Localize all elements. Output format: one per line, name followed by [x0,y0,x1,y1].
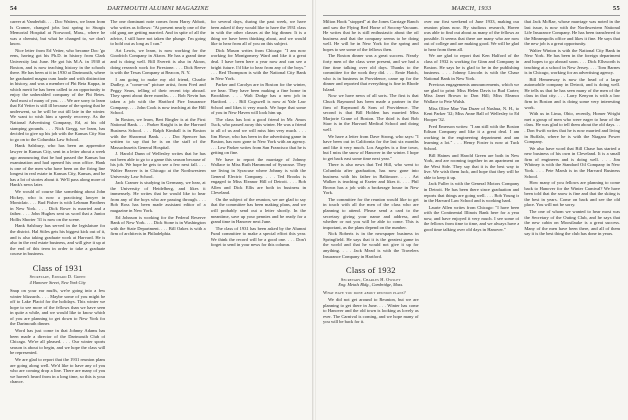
class-1932-heading: Class of 1932 [345,265,396,276]
paragraph: Jack Cramer is studying in Germany, we hear, at the University of Heidelberg, and likes it immensely. He writes that he would like to hear from any of the boys who are passing through. . . . Bob Ross has been made assistant editor of a magazine in New York. [110,180,206,213]
paragraph: The class has lost a good friend in Mr. Amos Tuck, who passed away this winter. He was a friend to all of us and we will miss him very much. . . . Jim Howe, who has been in the advertising game in Boston, has now gone to New York with an agency. . . . Lew Parker writes from San Francisco that he is getting on fine. [210,116,306,156]
paragraph: The class of 1931 has been asked by the Alumni Fund committee to make a special effort this year. We think the record will be a good one. . . . Don't forget to send in your news for this column. [210,225,306,248]
left-running-head: DARTMOUTH ALUMNI MAGAZINE [107,5,209,12]
paragraph: Jack Fuller is with the General Motors Company in Detroit. He has been there since graduation and reports that things are going well. . . . Bob Young is in the Harvard Law School and is working hard. [423,181,520,204]
paragraph: Bill Hemenway is now the head of a large automobile company in Detroit, and is doing well. He tells us that he has seen many of the men of the class in that city. . . . Larry Kenyon is with a law firm in Boston and is doing some very interesting work. [524,76,620,110]
paragraph: The committee for the reunion would like to get in touch with all the men of the class who are planning to attend. Please send a card to the secretary giving your name and address, and whether or not you will be able to come. This is important, as the plans depend on the number. [323,196,419,230]
class-1931-heading: Class of 1931 [32,262,83,273]
paragraph: Hank Salsbury has served in the legislature for the district. Hal Stiles gets his biggest kick out of it, and is also taking graduate work at Harvard. He is also in the real estate business, and will give it up at the end of this term in order to take a graduate course in business. [10,223,106,257]
paragraph: We also have word that Bill Chase has started a new business of his own in Cleveland. It is a small firm of engineers and is doing well. . . . Jim Whitney is with the Standard Oil Company in New York. . . . Pete Marsh is in the Harvard Business School. [524,145,620,179]
paragraph: We are glad to report that the 1931 reunion plans are going along well. We'd like to have any of you who are coming drop a line. There are many of you we haven't heard from in a long time, so this is your chance. [10,356,106,385]
paragraph: Previous engagements announcements, which we are glad to print: Miss Helen Davis to Bud Carter; Miss Janet Brown to Don Hill; Miss Eleanor Wallace to Pete Walsh. [423,82,520,105]
right-column-2 [424,19,520,420]
paragraph: career at Vanderbilt. . . . Doc Watters, we learn from Is Cramer, changed jobs last spring to Sturgis Memorial Hospital at Norwood, Mass., where he was a chemist, but what he changed to, we don't know. [10,19,106,47]
paragraph: We have a letter from Dave Strong, who says: "I have been out in California for the last six months and like it very much. Los Angeles is a fine town, but I miss the snow of Hanover in the winter. I hope to get back east some time next year." [323,133,419,161]
paragraph: What have you done about reunion plans? [323,290,406,296]
left-page-header [10,5,306,16]
paragraph: There is also news that Ted Hill, who went to Columbia after graduation, has now gone into business with his father in Baltimore. . . . Art Walker is teaching at Exeter and likes it. . . . Phil Brown has a job with a brokerage house in New York. [323,162,419,196]
right-column-3 [524,19,620,420]
paragraph: Fred Emerson writes: "I am still with the Boston Edison Company and like it a great deal. I am working in the engineering department and am learning a lot." . . . Henry Foster is now at Tuck School. [423,123,520,151]
paragraph: I am going to make my old friend, Charlie Dudley, a "come-on" picture artist, from Fred and Peggy Sears, telling of their recent trip abroad. They spent about three months. . . . Bob Nevin has taken a job with the Hartford Fire Insurance Company. . . . John Cook is now teaching at the Hill School. [110,76,206,116]
paragraph: Ed Johnson is working for the Federal Reserve Bank of New York. . . . Dick Stone is in Washington with the State Department. . . . Bill Oakes is with a firm of architects in Philadelphia. [110,214,206,237]
right-running-head: MARCH, 1933 [451,5,492,12]
paragraph: Hank Salsbury, who has been an apprentice lawyer in Kansas City, sent in a letter about a week ago announcing that he had passed the Kansas bar examination and had opened his own office. Hank is one of the men who have been on the firing line longest in real estate in Kansas City, Kansas, and he has a lot of stories about it. We'll pass along more of Hank's news later. [10,143,106,188]
paragraph: that Jack McRae, whose marriage was noted in the last issue, is now with the Northwestern National Life Insurance Company. He has been transferred to the Minneapolis office and likes it fine. He says that the new job is a great opportunity. [524,19,620,47]
paragraph: over our first weekend of June 1933, making our reunion plans now. By studious research, Haven was able to find out about as many of the fellows as possible. It seems that there are many who are now out of college and are making good. We will be glad to hear from them all. [423,19,520,52]
right-columns [323,19,620,420]
right-page-number: 55 [612,5,620,12]
paragraph: Milton Hook "stopped" at the Jones Carriage Ranch and saw the Flying Red Horse of Socony-Vacuum. He writes that he is still enthusiastic about the oil business and that the company seems to be doing well. He will be in New York for the spring and hopes to see some of the fellows then. [323,19,419,52]
class-1932-address: Eng. Metals Bldg., Cambridge, Mass. [338,282,404,288]
paragraph: Parker and Carolyn are in Boston for the winter, we hear. They have been making a fine home in Brookline. . . . Walt Dodge has a new job in Hartford. . . . Bill Cogswell is now at Yale Law School and likes it very much. We hope that some of you in New Haven will look him up. [210,82,306,116]
paragraph: We are glad to report that Ken Halford of the class of 1932 is working for Ginn and Company in Boston. He says he is glad to be in the publishing business. . . . Johnny Lincoln is with the Chase National Bank in New York. [423,53,520,81]
paragraph: The Boston dinner was a great success. Nearly forty men of the class were present, and we had a fine time talking over old days. Thanks to the committee for the work they did. . . . Ernie Hatch, who is in business in Providence, came up for the dinner and reported that everything is fine in Rhode Island. [323,53,419,92]
right-column-1 [323,19,419,420]
paragraph: J. Harold Dunn of Wellesley writes that he has not been able to go to a game this season because of his job. We hope he gets to see a few next fall. . . . Walter Beaver is in Chicago at the Northwestern University Law School. [110,151,206,179]
paragraph: We did not get around to Reunion, but we are planning to get there in June. . . . Winter has come to Hanover and the old town is looking as lovely as ever. The Carnival is coming, and we hope many of you will be back for it. [323,297,419,325]
paragraph: for several days, during the past week, we have been asked if they would like to have the 1931 class in with the other classes at the big dinner. It is a thing we have been thinking about, and we would like to hear from all of you on this subject. [210,19,306,47]
paragraph: We have to report the marriage of Johnny Wallace to Miss Ruth Hammond of Syracuse. They are living in Syracuse where Johnny is with the General Electric Company. . . . Ted Brooks is engaged to Miss Eleanor Hill of Detroit. . . . Bob Allen and Dick Ellis are both in business in Cleveland. [210,156,306,196]
paragraph: With us in Lima, Ohio, recently, Homer Wright met a group of men who were eager to hear of the class. He was glad to tell them about the old days. . . . Don Swift writes that he is now married and living in Buffalo, where he is with the Niagara Power Company. [524,111,620,145]
paragraph: Walter Winton is with the National City Bank in New York. He has been in the foreign department and hopes to go abroad soon. . . . Dick Ellsworth is teaching at a school in New Jersey. . . . Tom Barnes is in Chicago, working for an advertising agency. [524,47,620,76]
right-page [316,0,628,420]
left-column-1 [10,19,105,420]
paragraph: Word has just come in that Johnny Adams has been made a director of the Dartmouth Club of Chicago. We're all pleased. . . . Our winter sports season is about to begin, and we hope the class will be represented. [10,328,106,356]
left-page-number: 54 [10,5,18,12]
class-1931-address: 4 Hanover Street, New York City [29,280,86,286]
paragraph: The one dominant note comes from Harry Abbott, who writes as follows: "At present nearly one of the old gang are getting married. And in spite of all the advice, I still have not taken the plunge. I'm going to hold out as long as I can." [110,19,206,47]
left-columns [10,19,306,420]
paragraph: On the subject of the reunion, we are glad to say that the committee has been making plans, and we will probably send out a letter shortly. In the meantime, save up your pennies and be ready for a grand time in Hanover next June. [210,196,306,225]
paragraph: Nice letter from Ed Vetter, who became Doc 'go eens, having got his Ph.D. in history from Clark University last June. He got his M.A. in 1930 at Boston, and is now teaching history in the schools there. He has been at it in 1930 at Dartmouth, where he graduated magna cum laude and with distinction in history, and was a member of Phi Beta Kappa, in which merit he has been called to an opportunity to enjoy the unheralded company of the Phi Betes. And most of many of you. . . . We are sorry to learn that Ed Vetter is still ill because of the spring that he underwent, so he will be out till late in the winter. We want to wish him a speedy recovery. As the National Advertising Company, Ed, at his old stamping grounds. . . . Nick Gregg, we learn, has decided to give up his job with the Kansas City Star to go on to the Columbia Law School. [10,47,106,142]
paragraph: In Boston, we learn, Bert Ringler is at the First National Bank. . . . Parker Knight is in the Harvard Business School. . . . Ralph Kimball is in Boston with the Shawmut Bank. . . . Doc Spencer has written to say that he is on the staff of the Massachusetts General Hospital. [110,116,206,150]
paragraph: Nick Roberts is in the newspaper business in Springfield. He says that it is the greatest game in the world and that he would not give it up for anything. . . . Jack Mead is with the Travelers Insurance Company in Hartford. [323,231,419,259]
paragraph: Snap on your ear muffs, we're going into a few winter blizzards. . . . Maybe some of you might be off to Lake Placid for the holidays. This winter we hope to see more of the fellows than we have seen in quite a while, and we would like to know which of you are planning to get down to New York for the Dartmouth dinner. [10,288,106,327]
left-page [0,0,312,420]
paragraph: Laurie Allen writes from Chicago: "I have been with the Continental Illinois Bank here for a year now, and have enjoyed it very much. I see some of the fellows from time to time, and we always have a good time talking over old days in Hanover." [423,204,520,232]
paragraph: We would of course like something about John Hickey, who is now a practicing lawyer in Montclair. . . . Bud Fisher is with Lehman Brothers in New York. . . . Dick Rowe is married and a father. . . . John Hughes sent us word that a Junior Hollis Shorter '31 is now on the scene. [10,188,106,222]
paragraph: Dick Mason writes from Chicago: "I am now working for Montgomery Ward and like it a great deal. I have been here a year now and can see a bright future. I'd like to hear from any of the boys." . . . Red Thompson is with the National City Bank in New York. [210,47,306,81]
paragraph: The one of whom we wanted to hear most was the Secretary of the Outing Club, and he says that the new cabin on Moosilauke is a great success. Many of the men have been there, and all of them say it is the best thing the club has done in years. [524,209,620,237]
class-1931-secretary: Secretary, Edward D. Green [29,274,86,280]
left-column-2 [110,19,205,420]
paragraph: Now we have news of all sorts. The first is that Chuck Raymond has been made a partner in the firm of Raymond & Sons of Providence. The second is that Bill Holden has married Miss Marjorie Crane of Boston. The third is that Bob Starr is in the Harvard Medical School and doing well. [323,93,419,132]
paragraph: Miss Olive Mae Van Duzer of Nashua, N. H., to Kent Parker '32; Miss Anne Ball of Wellesley to Ed Hooper '32. [423,105,520,122]
paragraph: Art Lewis, we learn, is now working for the Goodrich Company in Akron. He has a grand time and is doing well. Bill Everett is also in Akron, doing research work for Firestone. . . . Dick Reeve is with the Texas Company at Beacon, N. Y. [110,47,206,76]
right-page-header [323,5,620,16]
left-column-3 [211,19,306,420]
paragraph: How many of you fellows are planning to come back to Hanover for the Winter Carnival? We have been told that the snow is fine and that the skiing is the best in years. Come on back and see the old place. You will not be sorry. [524,180,620,208]
paragraph: Bill Haines and Harold Green are both in New York, and are rooming together in an apartment on the West Side. They say that it is the best way to live. We wish them luck, and hope that they will be able to keep it up. [423,152,520,180]
class-1932-secretary: Secretary, Charles H. Owsley [340,276,401,282]
